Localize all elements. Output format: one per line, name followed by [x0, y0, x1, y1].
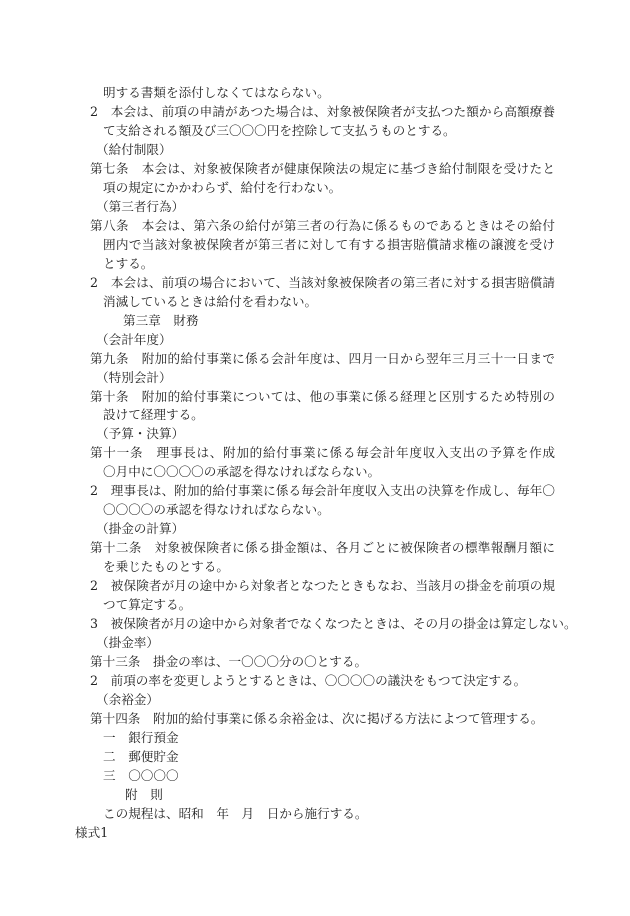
form-label: 様式1: [75, 824, 109, 840]
section-caption: （第三者行為）: [96, 198, 185, 214]
article-line: 第九条 附加的給付事業に係る会計年度は、四月一日から翌年三月三十一日まで: [90, 350, 555, 366]
section-caption: （会計年度）: [96, 331, 172, 347]
article-line: 第十二条 対象被保険者に係る掛金額は、各月ごとに被保険者の標準報酬月額に: [90, 540, 555, 556]
continuation-line: 項の規定にかかわらず、給付を行わない。: [103, 179, 342, 195]
section-caption: （給付制限）: [96, 141, 172, 157]
section-caption: （予算・決算）: [96, 426, 185, 442]
article-line: 2 理事長は、附加的給付事業に係る毎会計年度収入支出の決算を作成し、毎年〇: [90, 483, 555, 499]
continuation-line: 〇〇〇〇の承認を得なければならない。: [103, 502, 330, 518]
section-caption: （余裕金）: [96, 692, 159, 708]
continuation-line: 消滅しているときは給付を看わない。: [103, 293, 318, 309]
article-line: 第十四条 附加的給付事業に係る余裕金は、次に掲げる方法によつて管理する。: [90, 711, 544, 726]
continuation-line: とする。: [103, 255, 154, 271]
article-line: 第七条 本会は、対象被保険者が健康保険法の規定に基づき給付制限を受けたと: [90, 160, 555, 176]
continuation-line: 〇月中に〇〇〇〇の承認を得なければならない。: [103, 464, 381, 480]
section-caption: （掛金の計算）: [96, 521, 185, 537]
section-caption: （特別会計）: [96, 369, 172, 385]
continuation-line: を乗じたものとする。: [103, 559, 229, 575]
continuation-line: 設けて経理する。: [103, 407, 204, 423]
article-line: 2 前項の率を変更しようとするときは、〇〇〇〇の議決をもつて決定する。: [90, 673, 527, 689]
article-line: 第十条 附加的給付事業については、他の事業に係る経理と区別するため特別の: [90, 388, 555, 404]
article-line: 2 本会は、前項の申請があつた場合は、対象被保険者が支払つた額から高額療養: [90, 103, 555, 119]
article-line: 2 本会は、前項の場合において、当該対象被保険者の第三者に対する損害賠償請: [90, 274, 555, 290]
continuation-line: つて算定する。: [103, 597, 192, 613]
list-item: 一 銀行預金: [103, 729, 179, 745]
continuation-line: この規程は、昭和 年 月 日から施行する。: [103, 805, 368, 821]
continuation-line: 囲内で当該対象被保険者が第三者に対して有する損害賠償請求権の譲渡を受け: [103, 236, 555, 252]
article-line: 2 被保険者が月の途中から対象者となつたときもなお、当該月の掛金を前項の規: [90, 578, 555, 594]
list-item: 三 〇〇〇〇: [103, 767, 179, 783]
chapter-heading: 附 則: [125, 786, 163, 802]
section-caption: （掛金率）: [96, 635, 159, 651]
continuation-line: 明する書類を添付しなくてはならない。: [103, 85, 330, 100]
chapter-heading: 第三章 財務: [123, 312, 199, 328]
list-item: 二 郵便貯金: [103, 748, 179, 764]
article-line: 第十一条 理事長は、附加的給付事業に係る毎会計年度収入支出の予算を作成: [90, 445, 555, 461]
article-line: 第十三条 掛金の率は、一〇〇〇分の〇とする。: [90, 654, 368, 670]
article-line: 第八条 本会は、第六条の給付が第三者の行為に係るものであるときはその給付: [90, 217, 555, 233]
continuation-line: て支給される額及び三〇〇〇円を控除して支払うものとする。: [103, 122, 456, 138]
article-line: 3 被保険者が月の途中から対象者でなくなつたときは、その月の掛金は算定しない。: [90, 616, 577, 632]
